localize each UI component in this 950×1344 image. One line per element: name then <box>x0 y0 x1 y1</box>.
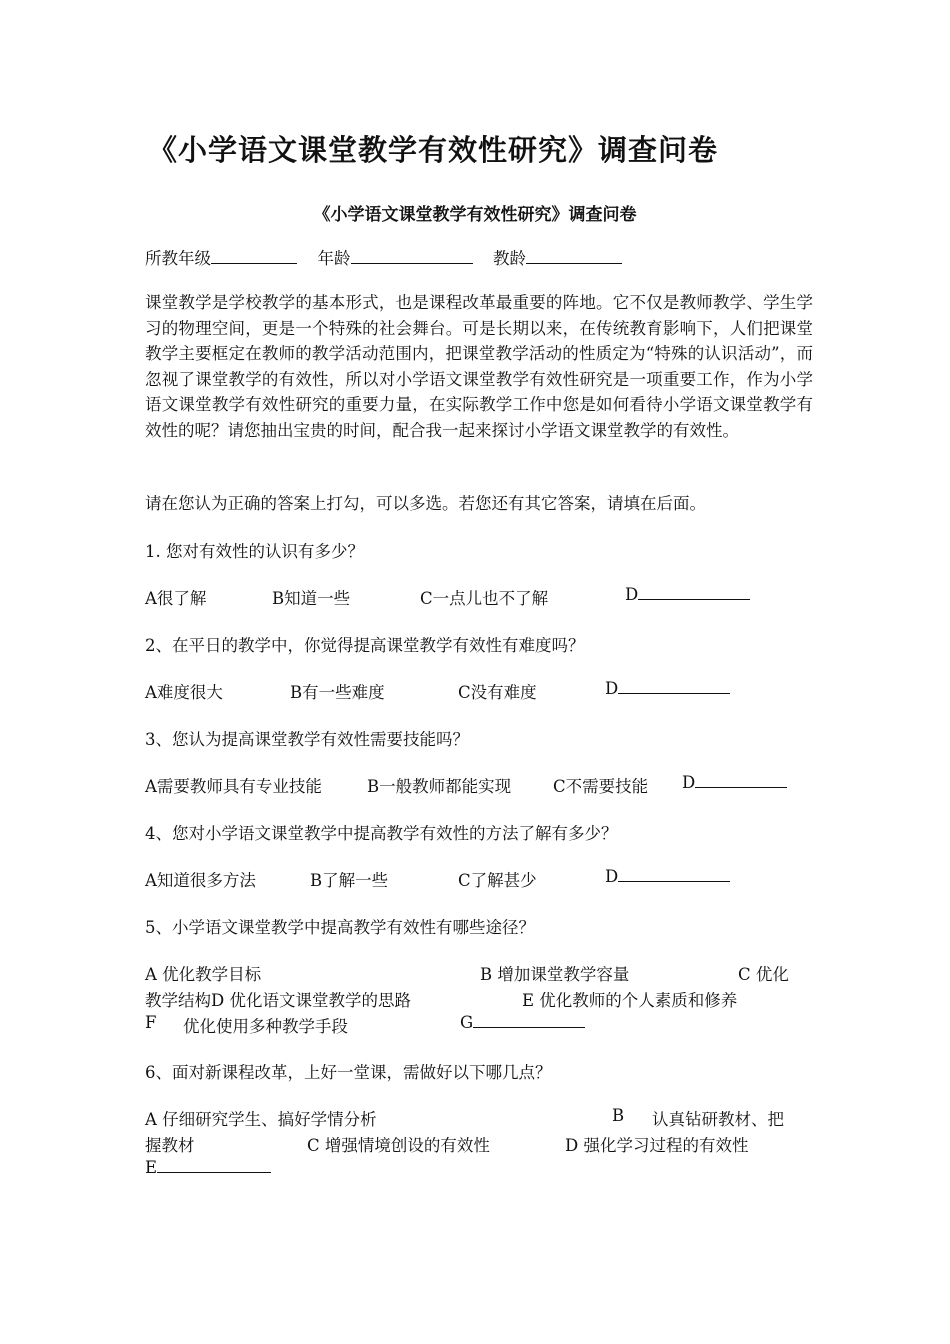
q1-blank[interactable] <box>638 585 750 600</box>
q6-option-b-letter[interactable]: B <box>612 1106 625 1125</box>
grade-label: 所教年级 <box>145 249 211 268</box>
q1-option-c[interactable]: C一点儿也不了解 <box>420 589 549 608</box>
q3-option-d[interactable] <box>682 773 787 792</box>
question-2: 2、在平日的教学中，你觉得提高课堂教学有效性有难度吗？ <box>145 636 585 655</box>
q2-option-b[interactable]: B有一些难度 <box>290 683 385 702</box>
q4-option-c[interactable]: C了解甚少 <box>458 871 537 890</box>
question-4: 4、您对小学语文课堂教学中提高教学有效性的方法了解有多少？ <box>145 824 618 843</box>
q6-option-b-cont[interactable]: 握教材 <box>145 1136 195 1155</box>
q5-option-e[interactable]: E 优化教师的个人素质和修养 <box>522 991 738 1010</box>
age-label: 年龄 <box>317 249 351 268</box>
q6-option-e-label: E <box>145 1158 158 1177</box>
q6-option-e[interactable] <box>145 1158 271 1177</box>
q3-option-d-label: D <box>682 773 696 792</box>
q6-option-b[interactable]: 认真钻研教材、把 <box>652 1110 784 1129</box>
q4-option-a[interactable]: A知道很多方法 <box>145 871 256 890</box>
q5-option-g[interactable] <box>460 1013 585 1032</box>
page-subtitle: 《小学语文课堂教学有效性研究》调查问卷 <box>313 205 637 225</box>
q1-option-b[interactable]: B知道一些 <box>272 589 351 608</box>
q5-option-f-letter[interactable]: F <box>145 1013 157 1032</box>
q2-option-c[interactable]: C没有难度 <box>458 683 537 702</box>
question-1: 1. 您对有效性的认识有多少？ <box>145 542 364 561</box>
age-blank[interactable] <box>351 249 473 264</box>
q5-option-f[interactable]: 优化使用多种教学手段 <box>183 1017 348 1036</box>
q3-option-c[interactable]: C不需要技能 <box>553 777 649 796</box>
q5-blank[interactable] <box>473 1013 585 1028</box>
q2-blank[interactable] <box>618 679 730 694</box>
q6-blank[interactable] <box>157 1158 271 1173</box>
question-3: 3、您认为提高课堂教学有效性需要技能吗？ <box>145 730 469 749</box>
teacher-info-row <box>145 245 622 269</box>
q5-option-c[interactable]: C 优化 <box>738 965 789 984</box>
teaching-age-blank[interactable] <box>526 249 622 264</box>
instruction-text: 请在您认为正确的答案上打勾，可以多选。若您还有其它答案，请填在后面。 <box>145 494 706 513</box>
q5-option-g-label: G <box>460 1013 474 1032</box>
q3-option-a[interactable]: A需要教师具有专业技能 <box>145 777 322 796</box>
grade-blank[interactable] <box>211 249 297 264</box>
question-6: 6、面对新课程改革，上好一堂课，需做好以下哪几点？ <box>145 1063 552 1082</box>
q3-option-b[interactable]: B一般教师都能实现 <box>367 777 512 796</box>
q6-option-d[interactable]: D 强化学习过程的有效性 <box>565 1136 749 1155</box>
q4-option-b[interactable]: B了解一些 <box>310 871 389 890</box>
page-title: 《小学语文课堂教学有效性研究》调查问卷 <box>148 133 719 167</box>
q5-option-a[interactable]: A 优化教学目标 <box>145 965 262 984</box>
teaching-age-label: 教龄 <box>493 249 526 268</box>
q4-blank[interactable] <box>618 867 730 882</box>
q6-option-c[interactable]: C 增强情境创设的有效性 <box>307 1136 490 1155</box>
q3-blank[interactable] <box>695 773 787 788</box>
question-5: 5、小学语文课堂教学中提高教学有效性有哪些途径？ <box>145 918 535 937</box>
q5-option-b[interactable]: B 增加课堂教学容量 <box>480 965 630 984</box>
q2-option-a[interactable]: A难度很大 <box>145 683 223 702</box>
q1-option-d[interactable] <box>625 585 750 604</box>
q2-option-d-label: D <box>605 679 619 698</box>
q1-option-a[interactable]: A很了解 <box>145 589 207 608</box>
q2-option-d[interactable] <box>605 679 730 698</box>
q5-option-d[interactable]: 教学结构D 优化语文课堂教学的思路 <box>145 991 411 1010</box>
intro-paragraph: 课堂教学是学校教学的基本形式，也是课程改革最重要的阵地。它不仅是教师教学、学生学习的物理空间，更是一个特殊的社会舞台。可是长期以来，在传统教育影响下，人们把课堂教学主要框定在教师的教学活动范围内，把课堂教学活动的性质定为“特殊的认识活动”，而忽视了课堂教学的有效性，所以对小学语文课堂教学有效性研究是一项重要工作，作为小学语文课堂教学有效性研究的重要力量，在实际教学工作中您是如何看待小学语文课堂教学有效性的呢？请您抽出宝贵的时间，配合我一起来探讨小学语文课堂教学的有效性。 <box>145 293 813 440</box>
q1-option-d-label: D <box>625 585 639 604</box>
q4-option-d[interactable] <box>605 867 730 886</box>
q4-option-d-label: D <box>605 867 619 886</box>
q6-option-a[interactable]: A 仔细研究学生、搞好学情分析 <box>145 1110 377 1129</box>
